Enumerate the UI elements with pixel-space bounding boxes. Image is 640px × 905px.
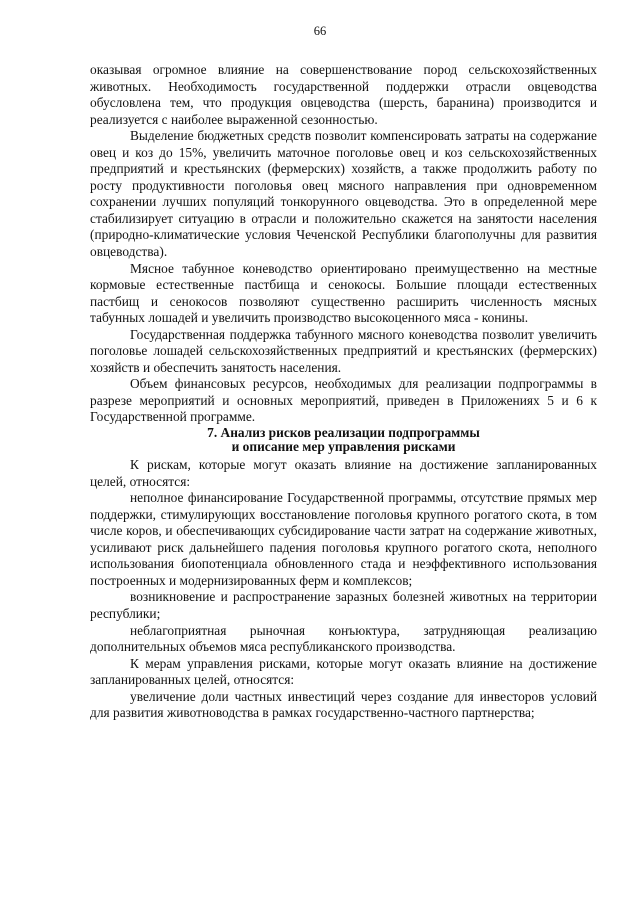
section-heading-line-1: 7. Анализ рисков реализации подпрограммы [207,425,480,441]
document-body [90,62,597,722]
paragraph-budget-funds: Выделение бюджетных средств позволит компенсировать затраты на содержание овец и коз до 15%, увеличить маточное поголовье овец и коз сельскохозяйственных предприятий и крестьянских (фермерских) хозяйств, а также продолжить работу по росту продуктивности поголовья овец мясного направления при одновременном сохранении лучших популяций тонкорунного овцеводства. Это в определенной мере стабилизирует ситуацию в отрасли и положительно скажется на занятости населения (природно-климатические условия Чеченской Республики благополучны для развития овцеводства). [90,128,597,260]
paragraph-sheep-breeding-intro: оказывая огромное влияние на совершенствование пород сельскохозяйственных животных. Необходимость государственной поддержки отрасли овцеводства обусловлена тем, что продукция овцеводства (шерсть, баранина) производится и реализуется с наиболее выраженной сезонностью. [90,62,597,127]
paragraph-risks-intro: К рискам, которые могут оказать влияние на достижение запланированных целей, относятся: [90,457,597,489]
section-heading-line-2: и описание мер управления рисками [231,439,456,455]
section-heading [90,426,597,454]
paragraph-financial-resources: Объем финансовых ресурсов, необходимых для реализации подпрограммы в разрезе мероприятий и основных мероприятий, приведен в Приложениях 5 и 6 к Государственной программе. [90,376,597,425]
paragraph-measure-investment: увеличение доли частных инвестиций через создание для инвесторов условий для развития животноводства в рамках государственно-частного партнерства; [90,688,597,721]
paragraph-risk-diseases: возникновение и распространение заразных болезней животных на территории республики; [90,589,597,621]
paragraph-horse-support: Государственная поддержка табунного мясного коневодства позволит увеличить поголовье лошадей сельскохозяйственных предприятий и крестьянских (фермерских) хозяйств и обеспечить занятость населения. [90,326,597,375]
page-number: 66 [313,24,327,38]
paragraph-measures-intro: К мерам управления рисками, которые могут оказать влияние на достижение запланированных целей, относятся: [90,655,597,688]
paragraph-risk-market: неблагоприятная рыночная конъюктура, затрудняющая реализацию дополнительных объемов мяса республиканского производства. [90,622,597,655]
paragraph-horse-breeding: Мясное табунное коневодство ориентировано преимущественно на местные кормовые естественные пастбища и сенокосы. Большие площади естественных пастбищ и сенокосов позволяют существенно расширить численность мясных табунных лошадей и увеличить производство высокоценного мяса - конины. [90,260,597,326]
paragraph-risk-financing: неполное финансирование Государственной программы, отсутствие прямых мер поддержки, стимулирующих восстановление поголовья крупного рогатого скота, в том числе коров, и обеспечивающих субсидирование части затрат на содержание животных, усиливают риск дальнейшего падения поголовья крупного рогатого скота, неполного использования биопотенциала обновленного стада и неэффективного использования построенных и модернизированных ферм и комплексов; [90,490,597,588]
